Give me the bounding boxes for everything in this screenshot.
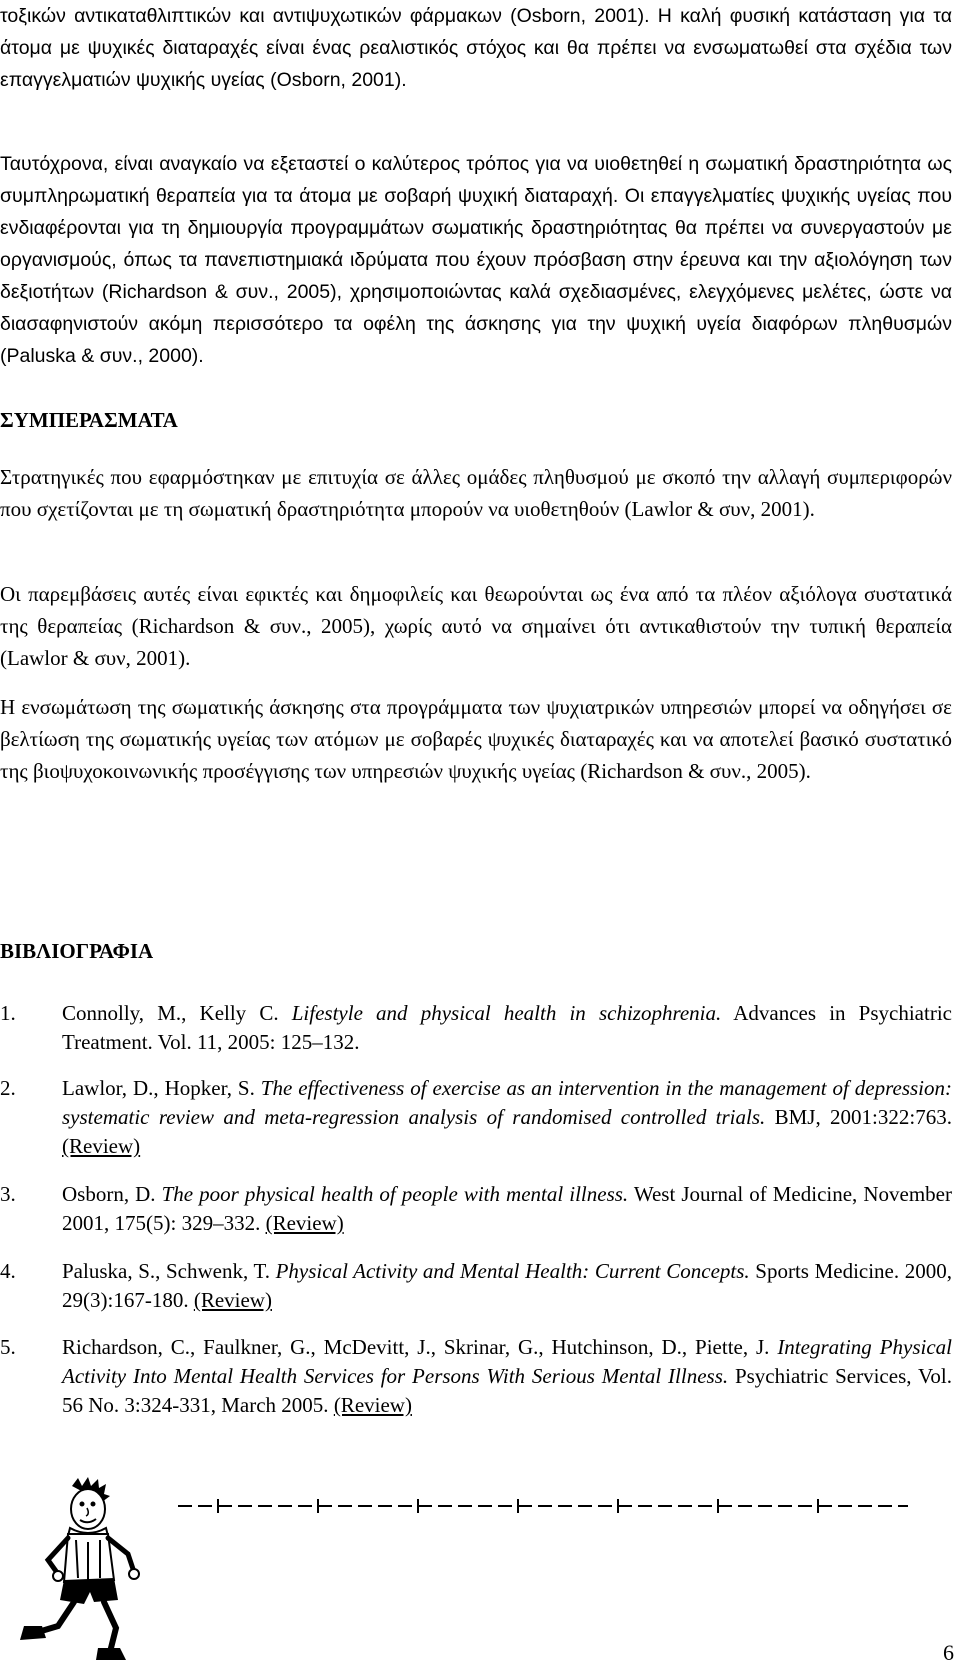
conclusions-heading: ΣΥΜΠΕΡΑΣΜΑΤΑ <box>0 408 178 432</box>
reference-item <box>0 1180 952 1238</box>
reference-source: Sports Medicine. 2000, 29(3):167-180. <box>62 1259 952 1312</box>
reference-item <box>0 1333 952 1420</box>
reference-authors: Osborn, D. <box>62 1182 162 1206</box>
conclusions-paragraph-3: Η ενσωμάτωση της σωματικής άσκησης στα προγράμματα των ψυχιατρικών υπηρεσιών μπορεί να οδηγήσει σε βελτίωση της σωματικής υγείας των ατόμων με σοβαρές ψυχικές διαταραχές και να αποτελεί βασικό συστατικό της βιοψυχοκοινωνικής προσέγγισης των υπηρεσιών ψυχικής υγείας (Richardson & συν., 2005). <box>0 695 952 783</box>
reference-title: The effectiveness of exercise as an intervention in the management of depression: systematic review and meta-regression analysis of randomised controlled trials. <box>62 1076 952 1129</box>
reference-source: West Journal of Medicine, November 2001, 175(5): 329–332. <box>62 1182 952 1235</box>
reference-number: 4. <box>0 1259 16 1283</box>
reference-number: 3. <box>0 1182 16 1206</box>
reference-item <box>0 1074 952 1161</box>
reference-item <box>0 999 952 1057</box>
intro-paragraph-1: τοξικών αντικαταθλιπτικών και αντιψυχωτικών φάρμακων (Osborn, 2001). Η καλή φυσική κατάσταση για τα άτομα με ψυχικές διαταραχές είναι ένας ρεαλιστικός στόχος και θα πρέπει να ενσωματωθεί στα σχέδια των επαγγελματιών ψυχικής υγείας (Osborn, 2001). <box>0 5 952 91</box>
reference-number: 2. <box>0 1076 16 1100</box>
reference-item <box>0 1257 952 1315</box>
reference-authors: Paluska, S., Schwenk, T. <box>62 1259 276 1283</box>
conclusions-paragraph-2: Οι παρεμβάσεις αυτές είναι εφικτές και δημοφιλείς και θεωρούνται ως ένα από τα πλέον αξιόλογα συστατικά της θεραπείας (Richardson & συν., 2005), χωρίς αυτό να σημαίνει ότι αντικαθιστούν την τυπική θεραπεία (Lawlor & συν, 2001). <box>0 582 952 670</box>
reference-source: Advances in Psychiatric Treatment. Vol. 11, 2005: 125–132. <box>62 1001 952 1054</box>
reference-title: The poor physical health of people with mental illness. <box>161 1182 629 1206</box>
reference-title: Physical Activity and Mental Health: Current Concepts. <box>275 1259 750 1283</box>
reference-number: 5. <box>0 1335 16 1359</box>
reference-authors: Richardson, C., Faulkner, G., McDevitt, J., Skrinar, G., Hutchinson, D., Piette, J. <box>62 1335 778 1359</box>
reference-title: Integrating Physical Activity Into Mental Health Services for Persons With Serious Mental Illness. <box>62 1335 952 1388</box>
review-link[interactable]: (Review) <box>62 1134 141 1158</box>
bibliography-heading: ΒΙΒΛΙΟΓΡΑΦΙΑ <box>0 939 154 963</box>
reference-title: Lifestyle and physical health in schizophrenia. <box>291 1001 722 1025</box>
reference-authors: Connolly, M., Kelly C. <box>62 1001 292 1025</box>
intro-paragraph-2: Ταυτόχρονα, είναι αναγκαίο να εξεταστεί ο καλύτερος τρόπος για να υιοθετηθεί η σωματική δραστηριότητα ως συμπληρωματική θεραπεία για τα άτομα με σοβαρή ψυχική διαταραχή. Οι επαγγελματίες ψυχικής υγείας που ενδιαφέρονται για τη δημιουργία προγραμμάτων σωματικής δραστηριότητας θα πρέπει να συνεργαστούν με οργανισμούς, όπως τα πανεπιστημιακά ιδρύματα που έχουν πρόσβαση στην έρευνα και την αξιολόγηση των δεξιοτήτων (Richardson & συν., 2005), χρησιμοποιώντας καλά σχεδιασμένες, ελεγχόμενες μελέτες, ώστε να διασαφηνιστούν ακόμη περισσότερο τα οφέλη της άσκησης για την ψυχική υγεία διαφόρων πληθυσμών (Paluska & συν., 2000). <box>0 153 952 367</box>
reference-number: 1. <box>0 1001 16 1025</box>
page-number: 6 <box>943 1640 954 1665</box>
review-link[interactable]: (Review) <box>333 1393 412 1417</box>
review-link[interactable]: (Review) <box>193 1288 272 1312</box>
reference-source: Psychiatric Services, Vol. 56 No. 3:324-331, March 2005. <box>62 1364 952 1417</box>
runner-illustration <box>2 1476 170 1666</box>
decorative-divider <box>178 1496 908 1516</box>
reference-authors: Lawlor, D., Hopker, S. <box>62 1076 261 1100</box>
conclusions-paragraph-1: Στρατηγικές που εφαρμόστηκαν με επιτυχία σε άλλες ομάδες πληθυσμού με σκοπό την αλλαγή συμπεριφορών που σχετίζονται με τη σωματική δραστηριότητα μπορούν να υιοθετηθούν (Lawlor & συν, 2001). <box>0 465 952 521</box>
review-link[interactable]: (Review) <box>265 1211 344 1235</box>
reference-source: BMJ, 2001:322:763. <box>765 1105 952 1129</box>
